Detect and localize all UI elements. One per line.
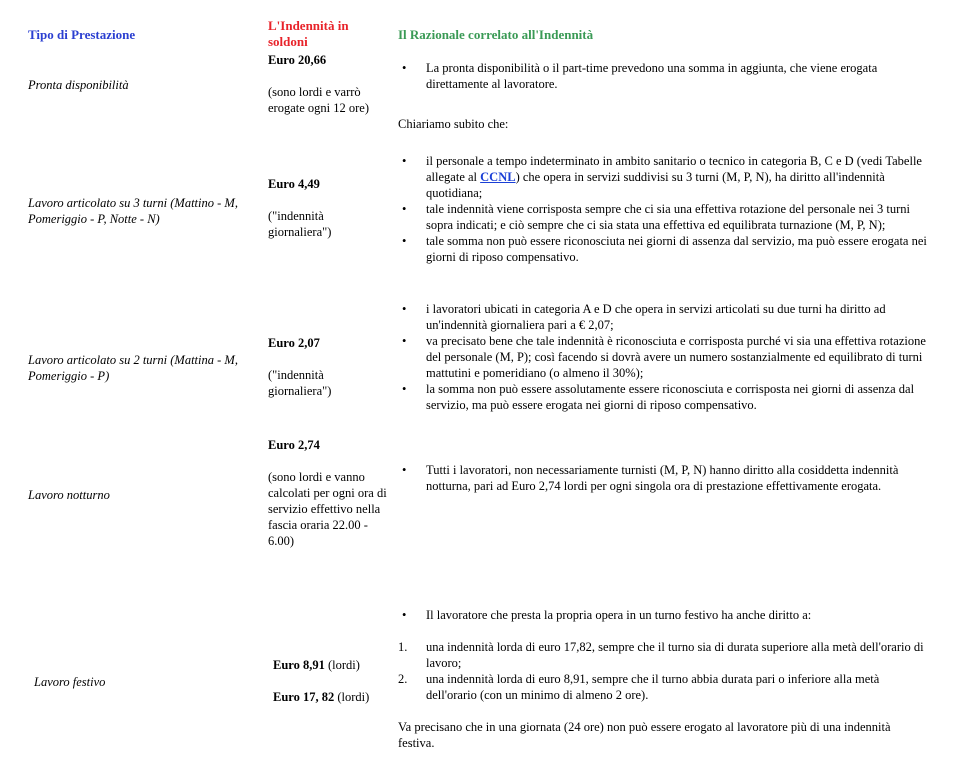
row-rationale-cell <box>398 301 928 413</box>
row-amount-cell <box>268 335 388 399</box>
amount-value: Euro 2,74 <box>268 438 320 452</box>
list-item: • va precisato bene che tale indennità è riconosciuta e corrisposta purché vi sia una effettiva rotazione del personale (M, P); così facendo si dovrà avere un numero sostanzialmente ed equilibrato di turni mattutini e pomeridiano (o almeno il 30%); <box>402 334 926 380</box>
row-rationale-cell <box>398 607 928 751</box>
bullet-list <box>398 153 928 265</box>
list-item: • Il lavoratore che presta la propria opera in un turno festivo ha anche diritto a: <box>402 608 812 622</box>
ccnl-link[interactable]: CCNL <box>480 170 516 184</box>
list-item: • La pronta disponibilità o il part-time prevedono una somma in aggiunta, che viene erogata direttamente al lavoratore. <box>402 61 878 91</box>
row-rationale-cell <box>398 60 928 132</box>
row-rationale-cell <box>398 153 928 265</box>
paragraph: Va precisano che in una giornata (24 ore) non può essere erogato al lavoratore più di una indennità festiva. <box>398 720 891 750</box>
amount-note: (sono lordi e vanno calcolati per ogni ora di servizio effettivo nella fascia oraria 22.00 - 6.00) <box>268 470 387 548</box>
header-tipo-prestazione: Tipo di Prestazione <box>28 27 136 42</box>
row-type-lavoro-festivo: Lavoro festivo <box>34 675 106 689</box>
amount-value: Euro 20,66 <box>268 53 327 67</box>
list-item: • la somma non può essere assolutamente essere riconosciuta e corrisposta nei giorni di assenza dal servizio, ma può essere erogata nei giorni di riposo compensativo. <box>402 382 915 412</box>
amount-note: (sono lordi e varrò erogate ogni 12 ore) <box>268 85 370 115</box>
row-amount-cell <box>273 657 398 705</box>
list-item: • il personale a tempo indeterminato in ambito sanitario o tecnico in categoria B, C e D (vedi Tabelle allegate al CCNL) che opera in servizi suddivisi su 3 turni (M, P, N), ha diritto all'indennità quotidiana; <box>402 154 922 200</box>
numbered-list <box>398 639 928 703</box>
amount-line: Euro 8,91 (lordi) <box>273 658 360 672</box>
list-item: 2. una indennità lorda di euro 8,91, sempre che il turno abbia durata pari o inferiore alla metà dell'orario (con un minimo di almeno 2 ore). <box>398 672 880 702</box>
row-rationale-cell <box>398 462 928 494</box>
amount-note: ("indennità giornaliera") <box>268 368 332 398</box>
list-item: 1. una indennità lorda di euro 17,82, sempre che il turno sia di durata superiore alla metà dell'orario di lavoro; <box>398 640 924 670</box>
list-item: • tale indennità viene corrisposta sempre che ci sia una effettiva rotazione del personale nei 3 turni sopra indicati; e ciò sempre che ci sia stata una effettiva ed equilibrata turnazione (M, P, N); <box>402 202 910 232</box>
header-razionale: Il Razionale correlato all'Indennità <box>398 27 594 42</box>
row-type-2-turni: Lavoro articolato su 2 turni (Mattina - M, Pomeriggio - P) <box>28 353 238 383</box>
row-type-lavoro-notturno: Lavoro notturno <box>28 488 110 502</box>
header-indennita-soldoni: L'Indennità in soldoni <box>268 18 349 49</box>
row-amount-cell <box>268 52 393 116</box>
amount-note: ("indennità giornaliera") <box>268 209 332 239</box>
bullet-list <box>398 462 928 494</box>
row-amount-cell <box>268 176 388 240</box>
row-type-pronta-disponibilita: Pronta disponibilità <box>28 78 129 92</box>
paragraph: Chiariamo subito che: <box>398 117 509 131</box>
list-item: • i lavoratori ubicati in categoria A e D che opera in servizi articolati su due turni ha diritto ad un'indennità giornaliera pari a € 2,07; <box>402 302 886 332</box>
bullet-list <box>398 60 928 92</box>
bullet-list <box>398 301 928 413</box>
amount-value: Euro 2,07 <box>268 336 320 350</box>
list-item: • tale somma non può essere riconosciuta nei giorni di assenza dal servizio, ma può essere erogata nei giorni di riposo compensativo. <box>402 234 927 264</box>
row-type-3-turni: Lavoro articolato su 3 turni (Mattino - M, Pomeriggio - P, Notte - N) <box>28 196 238 226</box>
row-amount-cell <box>268 437 388 549</box>
amount-value: Euro 4,49 <box>268 177 320 191</box>
list-item: • Tutti i lavoratori, non necessariamente turnisti (M, P, N) hanno diritto alla cosiddetta indennità notturna, pari ad Euro 2,74 lordi per ogni singola ora di prestazione effettivamente erogata. <box>402 463 899 493</box>
amount-line: Euro 17, 82 (lordi) <box>273 690 370 704</box>
bullet-list <box>398 607 928 623</box>
